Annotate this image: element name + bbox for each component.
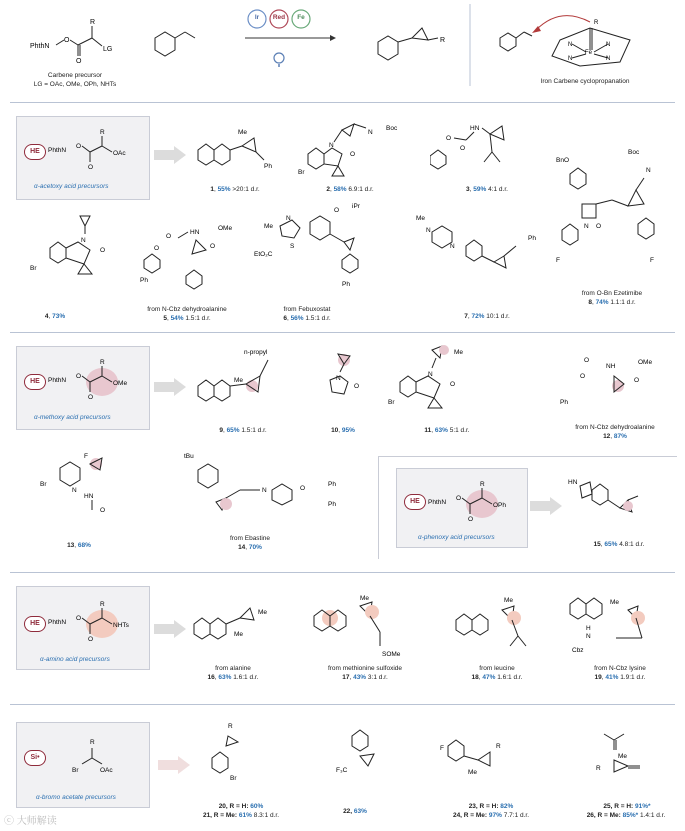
atom-oac: OAc [113, 150, 126, 157]
atom-r: R [90, 739, 95, 746]
atom-ph2: Ph [328, 501, 336, 508]
atom-o2: O [468, 516, 474, 523]
compound-24-caption: 24, R = Me: 97% 7.7:1 d.r. [452, 812, 530, 819]
atom-me1: Me [258, 609, 268, 616]
compound-11-caption: 11, 63% 5:1 d.r. [424, 427, 470, 434]
compound-19-caption: 19, 41% 1.9:1 d.r. [594, 674, 646, 681]
compound-11-structure [388, 340, 498, 420]
compound-2-structure [298, 114, 418, 182]
compound-8-caption: 8, 74% 1.1:1 d.r. [588, 299, 636, 306]
atom-nh: N [646, 167, 651, 174]
compound-23-caption: 23, R = H: 82% [468, 803, 514, 810]
atom-br: Br [230, 775, 237, 782]
atom-f1: F [556, 257, 560, 264]
atom-o2: O [88, 636, 94, 643]
compound-16-structure [190, 596, 280, 656]
carbene-precursor-structure [30, 19, 112, 65]
atom-phthn: PhthN [48, 377, 67, 384]
atom-o2: O [88, 164, 94, 171]
atom-r: R [596, 765, 601, 772]
divider-1 [10, 102, 675, 103]
compound-26-caption: 26, R = Me: 85%* 1.4:1 d.r. [586, 812, 666, 819]
he-badge-amino: HE [24, 616, 46, 632]
atom-ph: Ph [264, 163, 272, 170]
atom-phthn: PhthN [30, 43, 50, 50]
atom-n: N [329, 142, 334, 149]
compound-6-from: from Febuxostat [283, 306, 331, 313]
atom-n: N [428, 371, 433, 378]
compound-14-structure [180, 450, 350, 534]
atom-f: F [84, 453, 88, 460]
cyclopropane-product-structure [378, 28, 445, 60]
compound-9-structure [194, 340, 294, 420]
atom-o: O [76, 373, 82, 380]
divider-3 [10, 572, 675, 573]
divider-4 [10, 704, 675, 705]
compound-5-structure [140, 220, 240, 298]
atom-phthn: PhthN [48, 147, 67, 154]
phenoxy-arrow [530, 497, 564, 515]
atom-o2: O [166, 233, 172, 240]
compound-4-caption: 4, 73% [44, 313, 66, 320]
atom-oph: OPh [493, 502, 507, 509]
atom-me: Me [610, 599, 620, 606]
atom-ome: OMe [638, 359, 653, 366]
compound-13-structure [36, 450, 126, 530]
styrene-structure [155, 32, 195, 56]
acetoxy-arrow [154, 146, 188, 164]
atom-bno: BnO [556, 157, 570, 164]
atom-boc: Boc [386, 125, 398, 132]
compound-22-structure [330, 726, 400, 786]
atom-eto2c: EtO₂C [254, 251, 273, 258]
atom-o: O [100, 247, 106, 254]
iron-carbene-title: Iron Carbene cyclopropanation [540, 78, 630, 85]
compound-20-21-structure [206, 722, 276, 792]
compound-18-from: from leucine [479, 665, 515, 672]
atom-tbu: tBu [184, 453, 194, 460]
si-badge-bromo: Si• [24, 750, 46, 766]
catalyst-ir: Ir [254, 14, 260, 21]
atom-r: R [100, 359, 105, 366]
compound-16-from: from alanine [215, 665, 251, 672]
atom-o: O [76, 143, 82, 150]
compound-8-from: from O-Bn Ezetimibe [581, 290, 643, 297]
atom-f: F [440, 745, 444, 752]
atom-r-product: R [440, 37, 446, 44]
atom-o: O [76, 615, 82, 622]
methoxy-arrow [154, 378, 188, 396]
atom-o: O [634, 377, 640, 384]
atom-fe: Fe [585, 50, 593, 56]
atom-lg: LG [103, 46, 113, 53]
atom-n1: N [426, 227, 431, 234]
compound-10-structure [310, 348, 370, 408]
compound-9-caption: 9, 65% 1.5:1 d.r. [219, 427, 267, 434]
atom-r: R [90, 19, 96, 26]
compound-17-from: from methionine sulfoxide [327, 665, 403, 672]
atom-n: N [286, 215, 291, 222]
atom-h: H [586, 625, 591, 632]
atom-o2: O [446, 135, 452, 142]
atom-r: R [496, 743, 501, 750]
compound-7-caption: 7, 72% 10:1 d.r. [464, 313, 510, 320]
atom-n4: N [606, 56, 611, 62]
atom-ome: OMe [218, 225, 233, 232]
atom-ipr: iPr [352, 203, 360, 210]
atom-n: N [81, 237, 86, 244]
atom-me: Me [238, 129, 248, 136]
atom-me: Me [504, 597, 514, 604]
atom-br: Br [30, 265, 37, 272]
atom-some: SOMe [382, 651, 401, 658]
atom-me: Me [618, 753, 628, 760]
methoxy-precursor-label: α-methoxy acid precursors [34, 414, 111, 421]
atom-o3: O [580, 373, 586, 380]
atom-nhts: NHTs [113, 622, 129, 629]
atom-o2: O [584, 357, 590, 364]
compound-14-from: from Ebastine [229, 535, 271, 542]
atom-s: S [290, 243, 295, 250]
atom-nh: NH [606, 363, 616, 370]
acetoxy-precursor-label: α-acetoxy acid precursors [34, 183, 109, 190]
atom-me: Me [468, 769, 478, 776]
atom-r-fe: R [594, 20, 599, 26]
atom-f3c: F₃C [336, 767, 348, 774]
atom-o2: O [88, 394, 94, 401]
atom-o: O [460, 145, 466, 152]
atom-n: N [336, 375, 341, 382]
atom-br: Br [40, 481, 47, 488]
amino-precursor-label: α-amino acid precursors [40, 656, 110, 663]
compound-14-caption: 14, 70% [238, 544, 262, 551]
compound-3-caption: 3, 59% 4:1 d.r. [466, 186, 508, 193]
atom-nh: N [368, 129, 373, 136]
atom-n: N [72, 487, 77, 494]
compound-17-structure [310, 590, 410, 664]
compound-2-caption: 2, 58% 6.9:1 d.r. [326, 186, 374, 193]
atom-o: O [456, 495, 462, 502]
atom-phthn: PhthN [428, 499, 447, 506]
iron-porphyrin-structure [500, 16, 630, 66]
precursor-title: Carbene precursor [47, 72, 103, 79]
compound-19-structure [566, 590, 676, 664]
compound-15-structure [568, 470, 668, 530]
he-badge-phenoxy: HE [404, 494, 426, 510]
compound-19-from: from N-Cbz lysine [594, 665, 646, 672]
compound-10-caption: 10, 95% [331, 427, 355, 434]
watermark: ⓒ 大师解读 [4, 816, 57, 827]
bromo-precursor-structure [60, 736, 140, 782]
bromo-precursor-label: α-bromo acetate precursors [36, 794, 116, 801]
atom-me2: Me [234, 631, 244, 638]
atom-me: Me [360, 595, 370, 602]
atom-o: O [100, 507, 106, 514]
atom-hn: HN [190, 229, 200, 236]
atom-r: R [480, 481, 485, 488]
atom-br: Br [298, 169, 305, 176]
compound-18-caption: 18, 47% 1.6:1 d.r. [471, 674, 523, 681]
compound-7-structure [408, 210, 558, 290]
atom-ph: Ph [560, 399, 568, 406]
divider-2 [10, 332, 675, 333]
compound-22-caption: 22, 63% [343, 808, 367, 815]
atom-o: O [300, 485, 306, 492]
catalyst-red: Red [272, 14, 286, 21]
atom-me: Me [454, 349, 464, 356]
atom-r: R [100, 129, 105, 136]
atom-o: O [210, 243, 216, 250]
compound-1-structure [192, 118, 282, 178]
atom-ph: Ph [528, 235, 536, 242]
compound-25-caption: 25, R = H: 91%* [603, 803, 651, 810]
atom-boc: Boc [628, 149, 640, 156]
compound-12-from: from N-Cbz dehydroalanine [575, 424, 655, 431]
methoxy-precursor-structure [48, 356, 148, 404]
bromo-arrow [158, 756, 192, 774]
compound-13-caption: 13, 68% [67, 542, 91, 549]
compound-6-structure [250, 198, 380, 298]
atom-f2: F [650, 257, 654, 264]
atom-n: N [584, 223, 589, 230]
atom-br: Br [72, 767, 79, 774]
compound-4-structure [20, 212, 120, 292]
atom-ph1: Ph [328, 481, 336, 488]
atom-npropyl: n-propyl [244, 349, 268, 356]
atom-n3: N [568, 56, 573, 62]
atom-n: N [262, 487, 267, 494]
precursor-lg-list: LG = OAc, OMe, OPh, NHTs [33, 81, 117, 88]
atom-o3: O [154, 245, 160, 252]
atom-me: Me [416, 215, 426, 222]
compound-1-caption: 1, 55% >20:1 d.r. [210, 186, 260, 193]
atom-o2: O [76, 58, 82, 65]
atom-n2: N [606, 42, 611, 48]
he-badge-methoxy: HE [24, 374, 46, 390]
compound-15-caption: 15, 65% 4.8:1 d.r. [593, 541, 645, 548]
atom-ph: Ph [342, 281, 350, 288]
compound-3-structure [430, 116, 540, 182]
atom-me: Me [234, 377, 244, 384]
compound-5-from: from N-Cbz dehydroalanine [147, 306, 227, 313]
atom-oac: OAc [100, 767, 113, 774]
atom-o: O [64, 37, 70, 44]
compound-6-caption: 6, 56% 1.5:1 d.r. [283, 315, 331, 322]
compound-23-24-structure [440, 726, 530, 786]
atom-ome: OMe [113, 380, 128, 387]
atom-n: N [586, 633, 591, 640]
atom-o: O [354, 383, 360, 390]
atom-hn: HN [568, 479, 578, 486]
amino-precursor-structure [48, 598, 148, 646]
compound-12-caption: 12, 87% [603, 433, 627, 440]
atom-hn: HN [470, 125, 480, 132]
compound-20-caption: 20, R = H: 60% [218, 803, 264, 810]
atom-n1: N [568, 42, 573, 48]
compound-12-structure [560, 348, 660, 418]
atom-o: O [596, 223, 602, 230]
he-badge-acetoxy: HE [24, 144, 46, 160]
compound-18-structure [452, 592, 542, 662]
atom-br: Br [388, 399, 395, 406]
compound-8-structure [552, 144, 677, 286]
compound-25-26-structure [584, 726, 664, 786]
amino-arrow [154, 620, 188, 638]
catalyst-fe: Fe [297, 14, 305, 21]
atom-n2: N [450, 243, 455, 250]
compound-5-caption: 5, 54% 1.5:1 d.r. [163, 315, 211, 322]
atom-hn: HN [84, 493, 94, 500]
compound-17-caption: 17, 43% 3:1 d.r. [342, 674, 388, 681]
atom-phthn: PhthN [48, 619, 67, 626]
compound-16-caption: 16, 63% 1.6:1 d.r. [207, 674, 259, 681]
compound-21-caption: 21, R = Me: 61% 8.3:1 d.r. [202, 812, 280, 819]
atom-r: R [228, 723, 233, 730]
atom-cbz: Cbz [572, 647, 584, 654]
atom-r: R [100, 601, 105, 608]
atom-o: O [334, 207, 340, 214]
atom-me: Me [264, 223, 274, 230]
atom-ph: Ph [140, 277, 148, 284]
atom-o: O [350, 151, 356, 158]
phenoxy-precursor-structure [428, 478, 528, 526]
atom-o: O [450, 381, 456, 388]
acetoxy-precursor-structure [48, 126, 148, 174]
phenoxy-precursor-label: α-phenoxy acid precursors [418, 534, 495, 541]
